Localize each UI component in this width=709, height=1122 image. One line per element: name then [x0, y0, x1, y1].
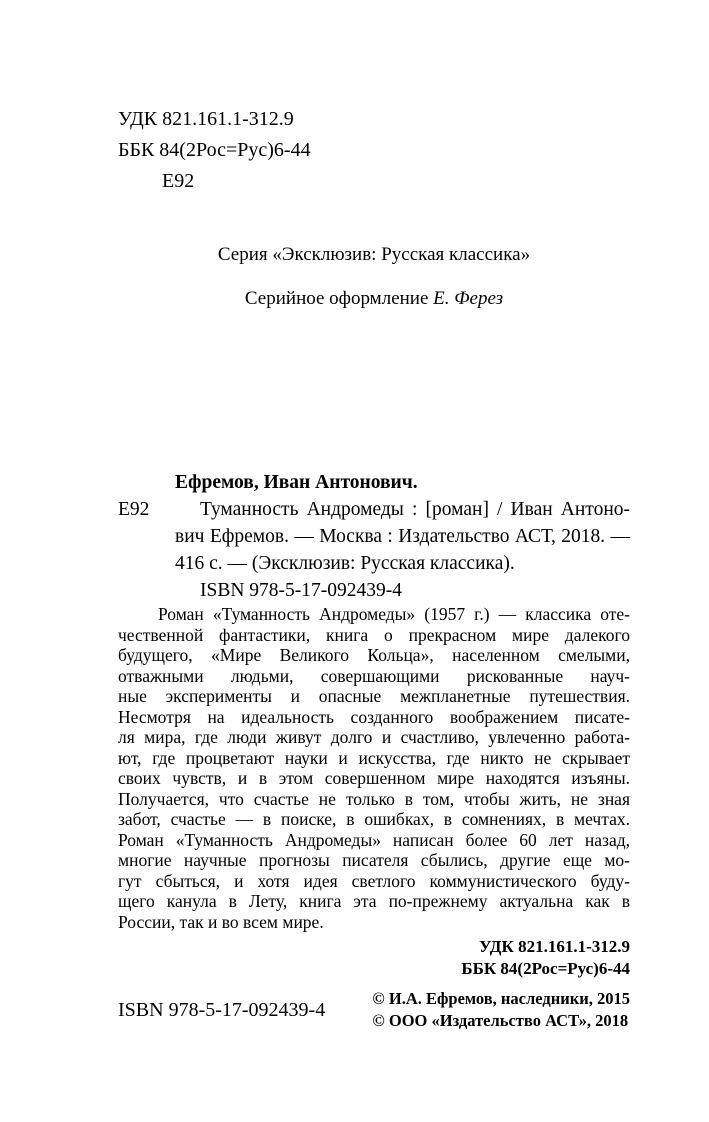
series-design-line — [118, 287, 630, 311]
footer — [118, 988, 630, 1032]
bbk-number-right: ББК 84(2Рос=Рус)6-44 — [461, 959, 630, 978]
author-sign-code-margin: Е92 — [118, 499, 150, 520]
annotation-line: гут сбыться, и хотя идея светлого коммунистического буду- — [118, 870, 630, 891]
udk-number: УДК 821.161.1-312.9 — [118, 108, 294, 130]
author-heading: Ефремов, Иван Антонович. — [175, 472, 418, 493]
bibliographic-description — [175, 496, 630, 577]
classification-block-right — [118, 936, 630, 980]
annotation-line: Роман «Туманность Андромеды» (1957 г.) — классика оте- — [158, 604, 630, 624]
udk-number-right: УДК 821.161.1-312.9 — [479, 937, 630, 956]
copyright-block — [372, 988, 630, 1032]
annotation-line: ют, где процветают науки и искусства, где никто не скрывает — [118, 747, 630, 768]
annotation-line: своих чувств, и в этом совершенном мире находятся изъяны. — [118, 768, 630, 788]
annotation-line: отважными людьми, совершающими рискованные науч- — [118, 665, 630, 686]
annotation-line: чественной фантастики, книга о прекрасном мире далекого — [118, 624, 630, 645]
annotation-line: ные эксперименты и опасные межпланетные путешествия. — [118, 686, 630, 706]
annotation-line: щего канула в Лету, книга эта по-прежнему актуальна как в — [118, 891, 630, 911]
bbk-number: ББК 84(2Рос=Рус)6-44 — [118, 139, 311, 161]
annotation-line: России, так и во всем мире. — [118, 911, 324, 932]
series-title: Серия «Эксклюзив: Русская классика» — [217, 244, 531, 265]
footer-isbn: ISBN 978-5-17-092439-4 — [118, 998, 326, 1021]
bib-line: вич Ефремов. — Москва : Издательство АСТ, 2018. — — [175, 526, 630, 547]
annotation-line: забот, счастье — в поиске, в ошибках, в сомнениях, в мечтах. — [118, 809, 630, 829]
author-sign-code: Е92 — [162, 170, 195, 192]
annotation-line: многие научные прогнозы писателя сбылись, другие еще мо- — [118, 850, 630, 870]
annotation-line: Несмотря на идеальность созданного воображением писате- — [118, 706, 630, 727]
annotation-line: Роман «Туманность Андромеды» написан более 60 лет назад, — [118, 829, 630, 850]
classification-block — [118, 104, 630, 197]
annotation-line: Получается, что счастье не только в том, чтобы жить, не зная — [118, 788, 630, 809]
copyright-line: © ООО «Издательство АСТ», 2018 — [372, 1011, 629, 1030]
copyright-line: © И.А. Ефремов, наследники, 2015 — [372, 989, 630, 1008]
annotation-line: будущего, «Мире Великого Кольца», населенном смелыми, — [118, 645, 630, 665]
series-designer-name: Е. Ферез — [433, 288, 504, 309]
isbn: ISBN 978-5-17-092439-4 — [200, 580, 403, 601]
bib-line: Туманность Андромеды : [роман] / Иван Антоно- — [200, 499, 630, 520]
annotation-line: ля мира, где люди живут долго и счастливо, увлеченно работа- — [118, 727, 630, 747]
series-design-prefix: Серийное оформление — [244, 288, 434, 309]
annotation — [118, 604, 630, 932]
bib-line: 416 с. — (Эксклюзив: Русская классика). — [175, 553, 515, 574]
catalog-entry — [118, 469, 630, 604]
